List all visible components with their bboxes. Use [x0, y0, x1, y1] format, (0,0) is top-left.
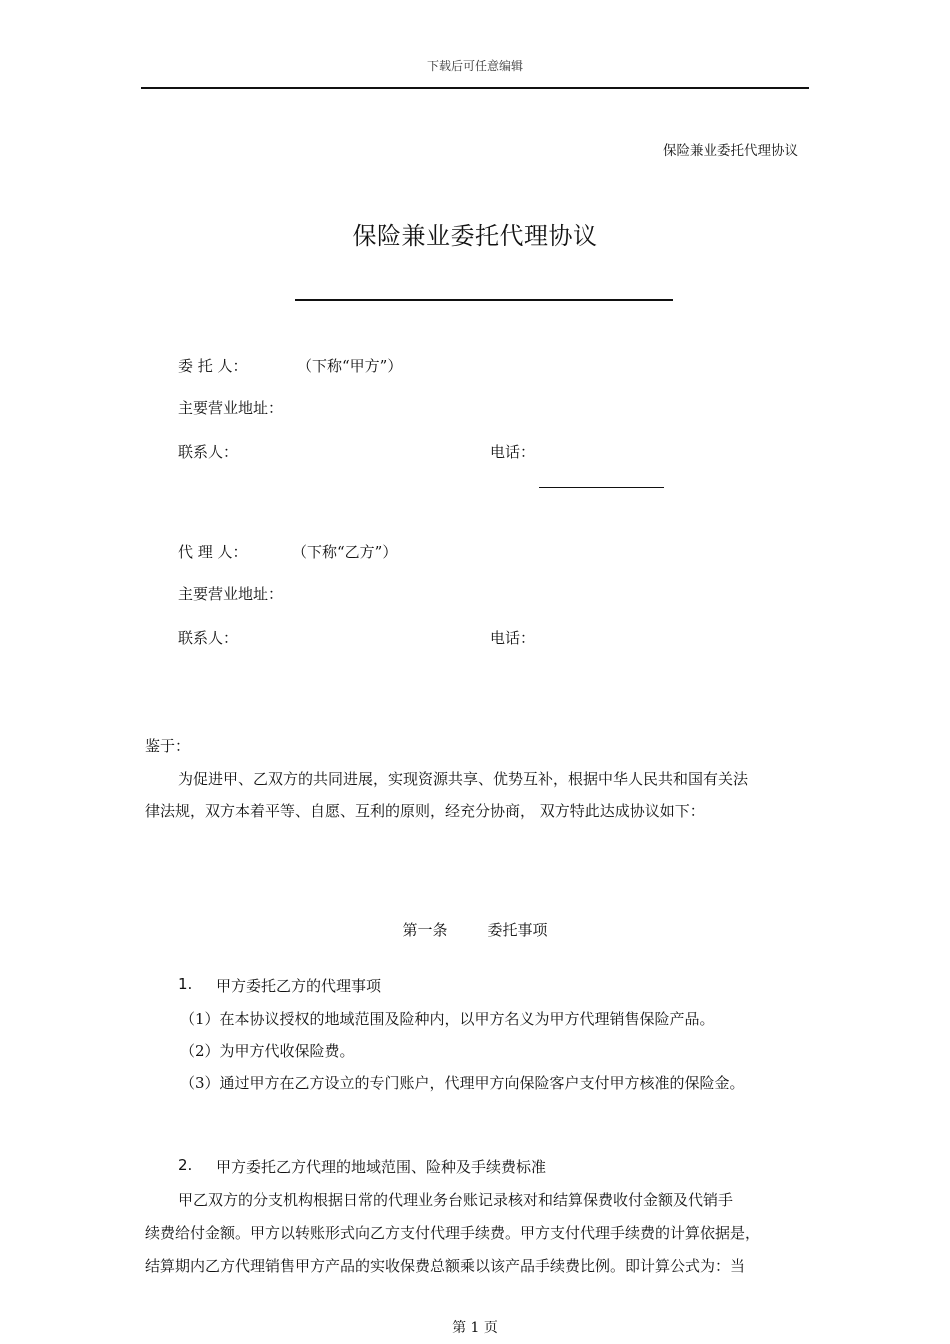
item-2-line-3: 结算期内乙方代理销售甲方产品的实收保费总额乘以该产品手续费比例。即计算公式为：当	[145, 1257, 746, 1275]
party-a-role-label: 委 托 人：	[178, 357, 248, 375]
party-a-phone-label: 电话：	[490, 443, 536, 461]
party-b-role-label: 代 理 人：	[178, 543, 248, 561]
article-1-number: 第一条	[402, 921, 448, 939]
header-rule	[141, 87, 809, 89]
party-a-alias: （下称“甲方”）	[297, 357, 403, 375]
article-1-heading	[0, 919, 950, 940]
article-1-title: 委托事项	[487, 921, 548, 939]
item-1-title: 甲方委托乙方的代理事项	[216, 977, 382, 995]
preamble-line-1: 为促进甲、乙双方的共同进展，实现资源共享、优势互补，根据中华人民共和国有关法	[178, 770, 749, 788]
document-title: 保险兼业委托代理协议	[352, 222, 598, 250]
running-title: 保险兼业委托代理协议	[663, 143, 798, 159]
page-number: 第 1 页	[452, 1320, 498, 1336]
party-b-phone-label: 电话：	[490, 629, 536, 647]
preamble-line-2: 律法规，双方本着平等、自愿、互利的原则，经充分协商， 双方特此达成协议如下：	[145, 802, 705, 820]
item-2-line-1: 甲乙双方的分支机构根据日常的代理业务台账记录核对和结算保费收付金额及代销手	[178, 1191, 734, 1209]
party-b-alias: （下称“乙方”）	[292, 543, 398, 561]
party-a-address-label: 主要营业地址：	[178, 399, 284, 417]
item-1-point-1: （1）在本协议授权的地域范围及险种内，以甲方名义为甲方代理销售保险产品。	[180, 1010, 715, 1028]
item-1-point-2: （2）为甲方代收保险费。	[180, 1042, 355, 1060]
item-2-line-2: 续费给付金额。甲方以转账形式向乙方支付代理手续费。甲方支付代理手续费的计算依据是，	[145, 1224, 761, 1242]
preamble-label: 鉴于：	[145, 737, 191, 755]
party-a-contact-label: 联系人：	[178, 443, 239, 461]
item-2-title: 甲方委托乙方代理的地域范围、险种及手续费标准	[216, 1158, 547, 1176]
party-b-contact-label: 联系人：	[178, 629, 239, 647]
item-1-number: 1.	[178, 975, 193, 993]
page-header: 下载后可任意编辑	[426, 59, 523, 73]
item-2-number: 2.	[178, 1156, 193, 1174]
party-b-address-label: 主要营业地址：	[178, 585, 284, 603]
title-underline	[295, 299, 673, 301]
item-1-point-3: （3）通过甲方在乙方设立的专门账户，代理甲方向保险客户支付甲方核准的保险金。	[180, 1074, 745, 1092]
phone-underline	[539, 487, 664, 488]
